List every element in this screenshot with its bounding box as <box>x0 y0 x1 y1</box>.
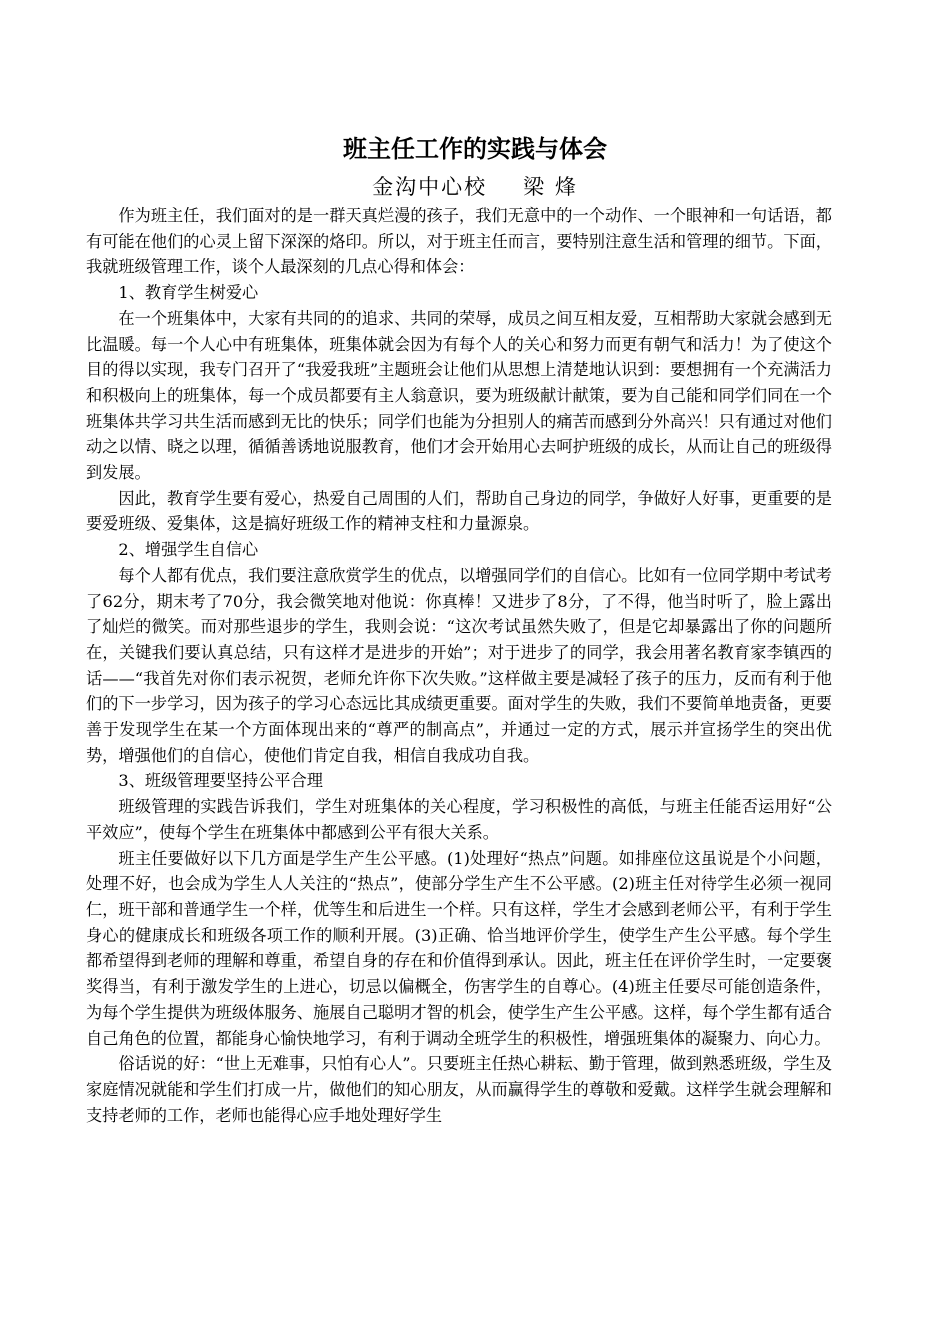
author-school: 金沟中心校 <box>372 175 488 199</box>
paragraph: 班主任要做好以下几方面是学生产生公平感。(1)处理好“热点”问题。如排座位这虽说是个小问题，处理不好，也会成为学生人人关注的“热点”，使部分学生产生不公平感。(2)班主任对待学生必须一视同仁，班干部和普通学生一个样，优等生和后进生一个样。只有这样，学生才会感到老师公平，有利于学生身心的健康成长和班级各项工作的顺利开展。(3)正确、恰当地评价学生，使学生产生公平感。每个学生都希望得到老师的理解和尊重，希望自身的存在和价值得到承认。因此，班主任在评价学生时，一定要褒奖得当，有利于激发学生的上进心，切忌以偏概全，伤害学生的自尊心。(4)班主任要尽可能创造条件，为每个学生提供为班级体服务、施展自己聪明才智的机会，使学生产生公平感。这样，每个学生都有适合自己角色的位置，都能身心愉快地学习，有利于调动全班学生的积极性，增强班集体的凝聚力、向心力。 <box>86 848 832 1048</box>
document-body <box>86 203 832 1128</box>
author-name: 梁 烽 <box>523 175 578 199</box>
section-heading-3: 3、班级管理要坚持公平合理 <box>118 771 323 791</box>
paragraph: 每个人都有优点，我们要注意欣赏学生的优点，以增强同学们的自信心。比如有一位同学期中考试考了62分，期末考了70分，我会微笑地对他说：你真棒！又进步了8分，了不得，他当时听了，脸上露出了灿烂的微笑。而对那些退步的学生，我则会说：“这次考试虽然失败了，但是它却暴露出了你的问题所在，关键我们要认真总结，只有这样才是进步的开始”；对于进步了的同学，我会用著名教育家李镇西的话——“我首先对你们表示祝贺，老师允许你下次失败。”这样做主要是减轻了孩子的压力，反而有利于他们的下一步学习，因为孩子的学习心态远比其成绩更重要。面对学生的失败，我们不要简单地责备，更要善于发现学生在某一个方面体现出来的“尊严的制高点”，并通过一定的方式，展示并宣扬学生的突出优势，增强他们的自信心，使他们肯定自我，相信自我成功自我。 <box>86 565 832 765</box>
author-line <box>0 172 950 202</box>
document-title: 班主任工作的实践与体会 <box>343 135 607 163</box>
paragraph: 因此，教育学生要有爱心，热爱自己周围的人们，帮助自己身边的同学，争做好人好事，更重要的是要爱班级、爱集体，这是搞好班级工作的精神支柱和力量源泉。 <box>86 488 832 534</box>
section-heading-1: 1、教育学生树爱心 <box>118 283 259 303</box>
paragraph: 班级管理的实践告诉我们，学生对班集体的关心程度，学习积极性的高低，与班主任能否运用好“公平效应”，使每个学生在班集体中都感到公平有很大关系。 <box>86 797 832 842</box>
paragraph: 俗话说的好：“世上无难事，只怕有心人”。只要班主任热心耕耘、勤于管理，做到熟悉班级，学生及家庭情况就能和学生们打成一片，做他们的知心朋友，从而赢得学生的尊敬和爱戴。这样学生就会理解和支持老师的工作，老师也能得心应手地处理好学生 <box>86 1054 832 1125</box>
paragraph: 在一个班集体中，大家有共同的的追求、共同的荣辱，成员之间互相友爱，互相帮助大家就会感到无比温暖。每一个人心中有班集体，班集体就会因为有每个人的关心和努力而更有朝气和活力！为了使这个目的得以实现，我专门召开了“我爱我班”主题班会让他们从思想上清楚地认识到：要想拥有一个充满活力和积极向上的班集体，每一个成员都要有主人翁意识，要为班级献计献策，要为自己能和同学们同在一个班集体共学习共生活而感到无比的快乐；同学们也能为分担别人的痛苦而感到分外高兴！只有通过对他们动之以情、晓之以理，循循善诱地说服教育，他们才会开始用心去呵护班级的成长，从而让自己的班级得到发展。 <box>86 308 832 483</box>
section-heading-2: 2、增强学生自信心 <box>118 540 259 560</box>
paragraph-intro: 作为班主任，我们面对的是一群天真烂漫的孩子，我们无意中的一个动作、一个眼神和一句话语，都有可能在他们的心灵上留下深深的烙印。所以，对于班主任而言，要特别注意生活和管理的细节。下面，我就班级管理工作，谈个人最深刻的几点心得和体会： <box>86 206 832 277</box>
